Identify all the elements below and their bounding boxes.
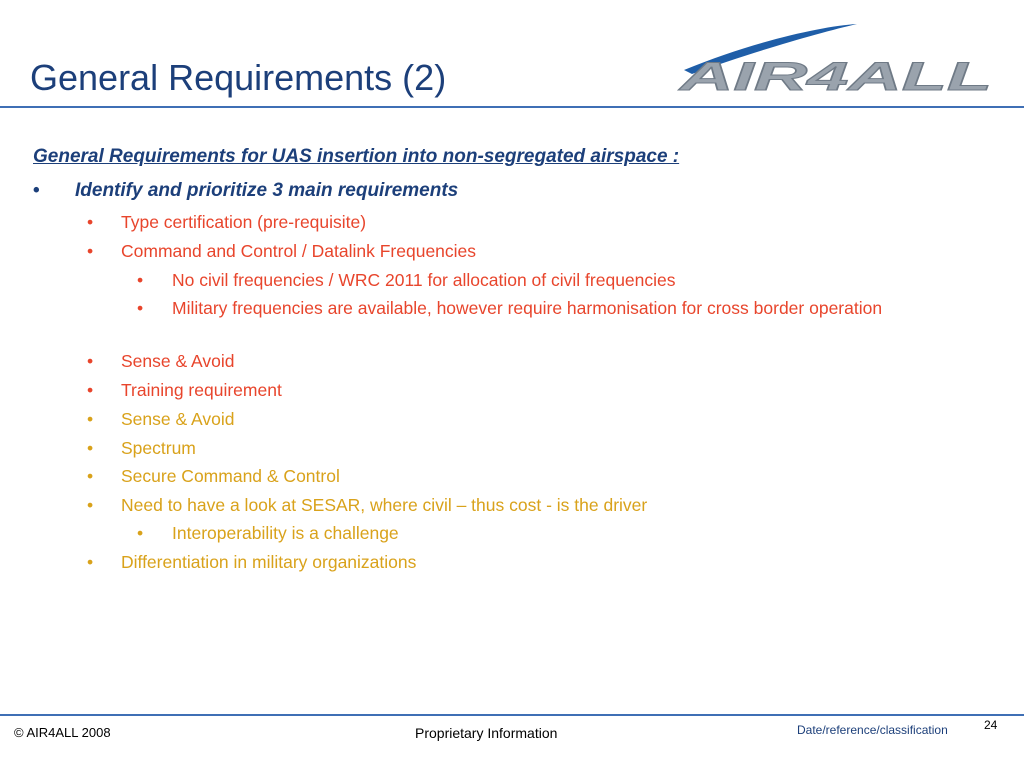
list-item-text: Sense & Avoid [121, 409, 235, 429]
footer-reference: Date/reference/classification [797, 723, 948, 737]
level1-text: Identify and prioritize 3 main requirements [75, 180, 459, 201]
list-item-text: No civil frequencies / WRC 2011 for allocation of civil frequencies [172, 270, 676, 290]
footer-copyright: © AIR4ALL 2008 [14, 725, 111, 740]
bullet-marker: • [87, 466, 94, 486]
page-number: 24 [984, 718, 998, 732]
list-item-text: Differentiation in military organizations [121, 552, 417, 572]
bullet-marker: • [87, 552, 94, 572]
header-divider [0, 106, 1024, 108]
bullet-marker: • [87, 438, 94, 458]
list-item-text: Sense & Avoid [121, 351, 235, 371]
section-heading: General Requirements for UAS insertion into non-segregated airspace : [33, 146, 680, 167]
bullet-marker: • [137, 523, 144, 543]
list-item-text: Military frequencies are available, however require harmonisation for cross border operation [172, 298, 883, 318]
svg-text:AIR4ALL: AIR4ALL [678, 55, 992, 99]
list-item-text: Interoperability is a challenge [172, 523, 399, 543]
air4all-logo [672, 18, 1002, 102]
list-item-text: Type certification (pre-requisite) [121, 212, 367, 232]
bullet-marker: • [33, 180, 40, 201]
list-item-text: Training requirement [121, 380, 282, 400]
bullet-marker: • [87, 495, 94, 515]
bullet-marker: • [137, 298, 144, 318]
bullet-marker: • [87, 241, 94, 261]
bullet-marker: • [87, 380, 94, 400]
list-item-text: Command and Control / Datalink Frequencies [121, 241, 477, 261]
bullet-marker: • [137, 270, 144, 290]
list-item-text: Need to have a look at SESAR, where civil – thus cost - is the driver [121, 495, 648, 515]
footer-divider [0, 714, 1024, 716]
slide-title: General Requirements (2) [30, 57, 447, 98]
bullet-marker: • [87, 351, 94, 371]
footer-proprietary: Proprietary Information [415, 725, 558, 741]
bullet-marker: • [87, 409, 94, 429]
list-item-text: Spectrum [121, 438, 196, 458]
list-item-text: Secure Command & Control [121, 466, 340, 486]
bullet-marker: • [87, 212, 94, 232]
